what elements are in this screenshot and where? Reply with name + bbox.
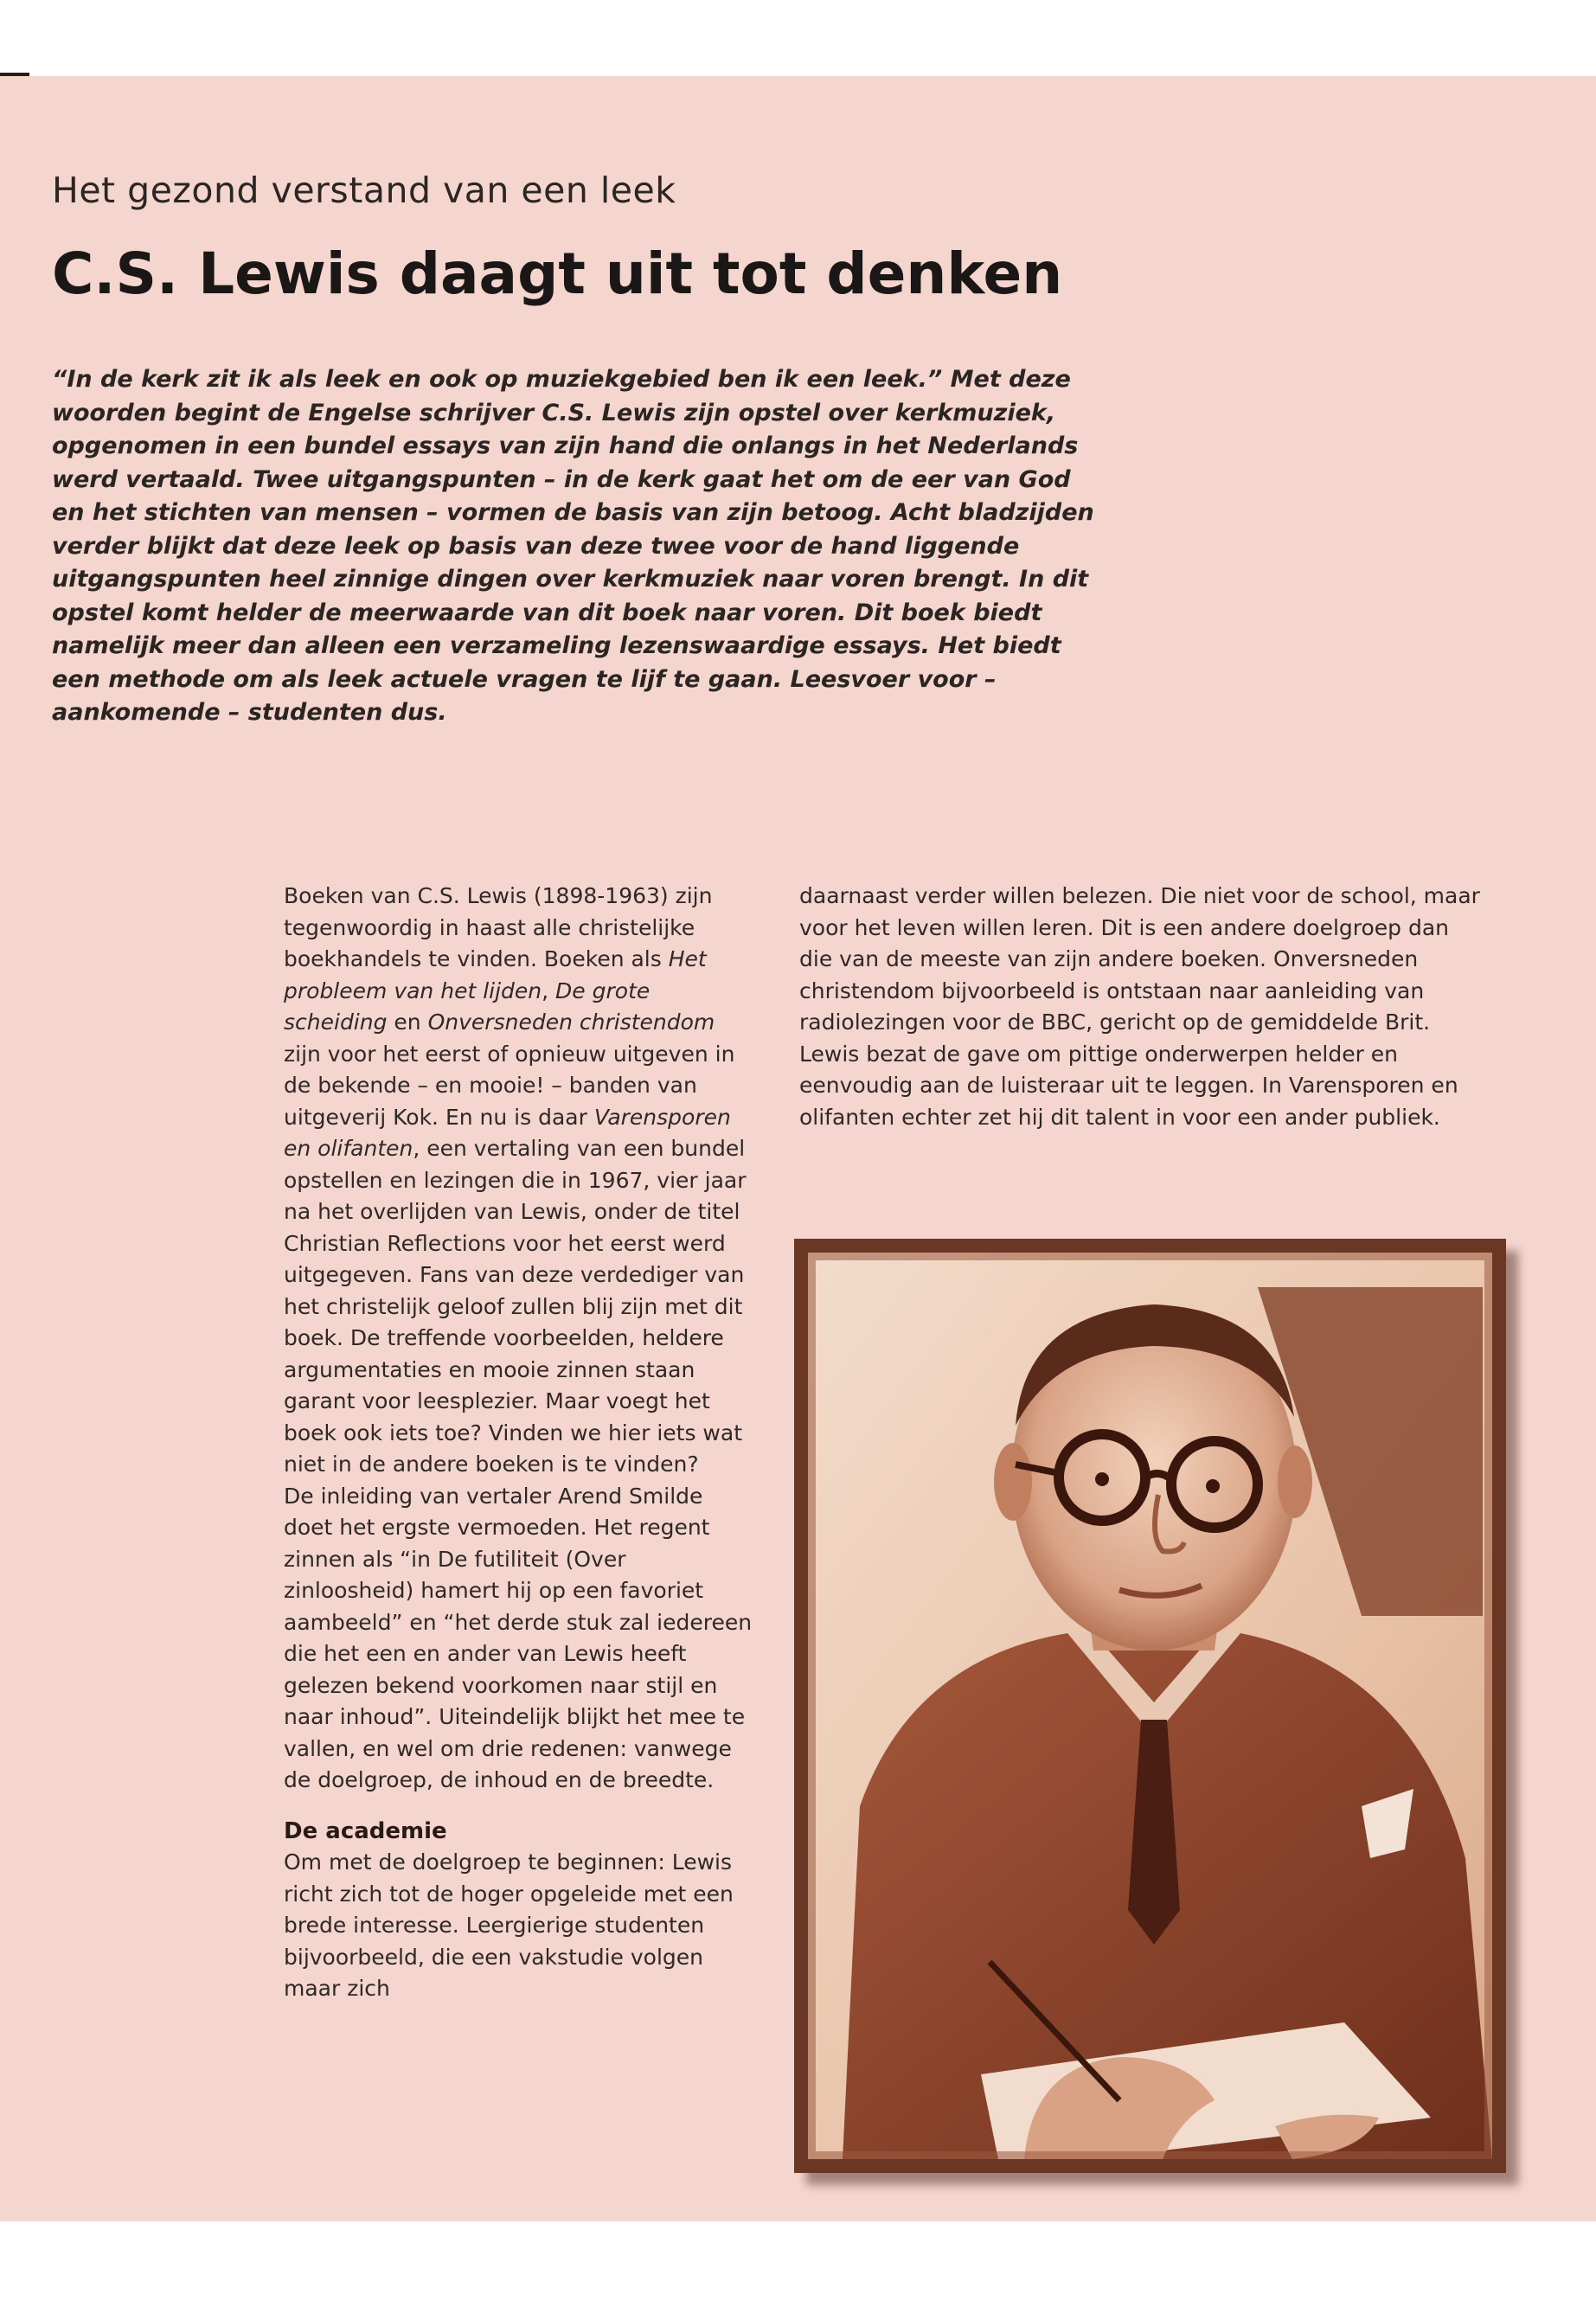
text-run: , een vertaling van een bundel opstellen en lezingen die in 1967, vier jaar na het overlijden van Lewis, onder de titel Christian Reflections voor het eerst werd uitgegeven. Fans van deze verdediger van het christelijk geloof zullen blij zijn met dit boek. De treffende voorbeelden, heldere argumentaties en mooie zinnen staan garant voor leesplezier. Maar voegt het boek ook iets toe? Vinden we hier iets wat niet in de andere boeken is te vinden? [284,1136,747,1477]
text-run: en [387,1009,428,1035]
section-subheading: De academie [284,1817,447,1844]
text-run: Boeken van C.S. Lewis (1898-1963) zijn tegenwoordig in haast alle christelijke boekhandels te vinden. Boeken als [284,883,713,971]
paragraph-gap [284,1797,755,1816]
article-title: C.S. Lewis daagt uit tot denken [52,240,1063,307]
body-paragraph-2: De inleiding van vertaler Arend Smilde doet het ergste vermoeden. Het regent zinnen als “in De futiliteit (Over zinloosheid) hamert hij op een favoriet aambeeld” en “het derde stuk zal iedereen die het een en ander van Lewis heeft gelezen bekend voorkomen naar stijl en naar inhoud”. Uiteindelijk blijkt het mee te vallen, en wel om drie redenen: vanwege de doelgroep, de inhoud en de breedte. [284,1483,753,1792]
body-paragraph-4: daarnaast verder willen belezen. Die niet voor de school, maar voor het leven willen leren. Dit is een andere doelgroep dan die van de meeste van zijn andere boeken. Onversneden christendom bijvoorbeeld is ontstaan naar aanleiding van radiolezingen voor de BBC, gericht op de gemiddelde Brit. Lewis bezat de gave om pittige onderwerpen helder en eenvoudig aan de luisteraar uit te leggen. In Varensporen en olifanten echter zet hij dit talent in voor een ander publiek. [799,883,1480,1130]
book-title: De grote scheiding [284,977,651,1035]
text-run: zijn voor het eerst of opnieuw uitgeven in de bekende – en mooie! – banden van uitgeverij Kok. En nu is daar [284,1041,735,1130]
text-run: , [542,977,556,1003]
book-title: Het probleem van het lijden [284,946,707,1003]
article-kicker: Het gezond verstand van een leek [52,170,676,211]
portrait-photo-frame [794,1239,1506,2173]
body-paragraph-3: Om met de doelgroep te beginnen: Lewis richt zich tot de hoger opgeleide met een brede interesse. Leergierige studenten bijvoorbeeld, die een vakstudie volgen maar zich [284,1849,734,2001]
book-title: Varensporen en olifanten [284,1104,731,1161]
article-intro: “In de kerk zit ik als leek en ook op muziekgebied ben ik een leek.” Met deze woorden begint de Engelse schrijver C.S. Lewis zijn opstel over kerkmuziek, opgenomen in een bundel essays van zijn hand die onlangs in het Nederlands werd vertaald. Twee uitgangspunten – in de kerk gaat het om de eer van God en het stichten van mensen – vormen de basis van zijn betoog. Acht bladzijden verder blijkt dat deze leek op basis van deze twee voor de hand liggende uitgangspunten heel zinnige dingen over kerkmuziek naar voren brengt. In dit opstel komt helder de meerwaarde van dit boek naar voren. Dit boek biedt namelijk meer dan alleen een verzameling lezenswaardige essays. Het biedt een methode om als leek actuele vragen te lijf te gaan. Leesvoer voor – aankomende – studenten dus. [52,366,1094,726]
body-paragraph-1 [284,881,755,1481]
portrait-photo-icon [808,1253,1492,2159]
body-column-right [799,881,1487,1133]
book-title: Onversneden christendom [427,1009,715,1035]
body-column-left [284,881,755,2005]
